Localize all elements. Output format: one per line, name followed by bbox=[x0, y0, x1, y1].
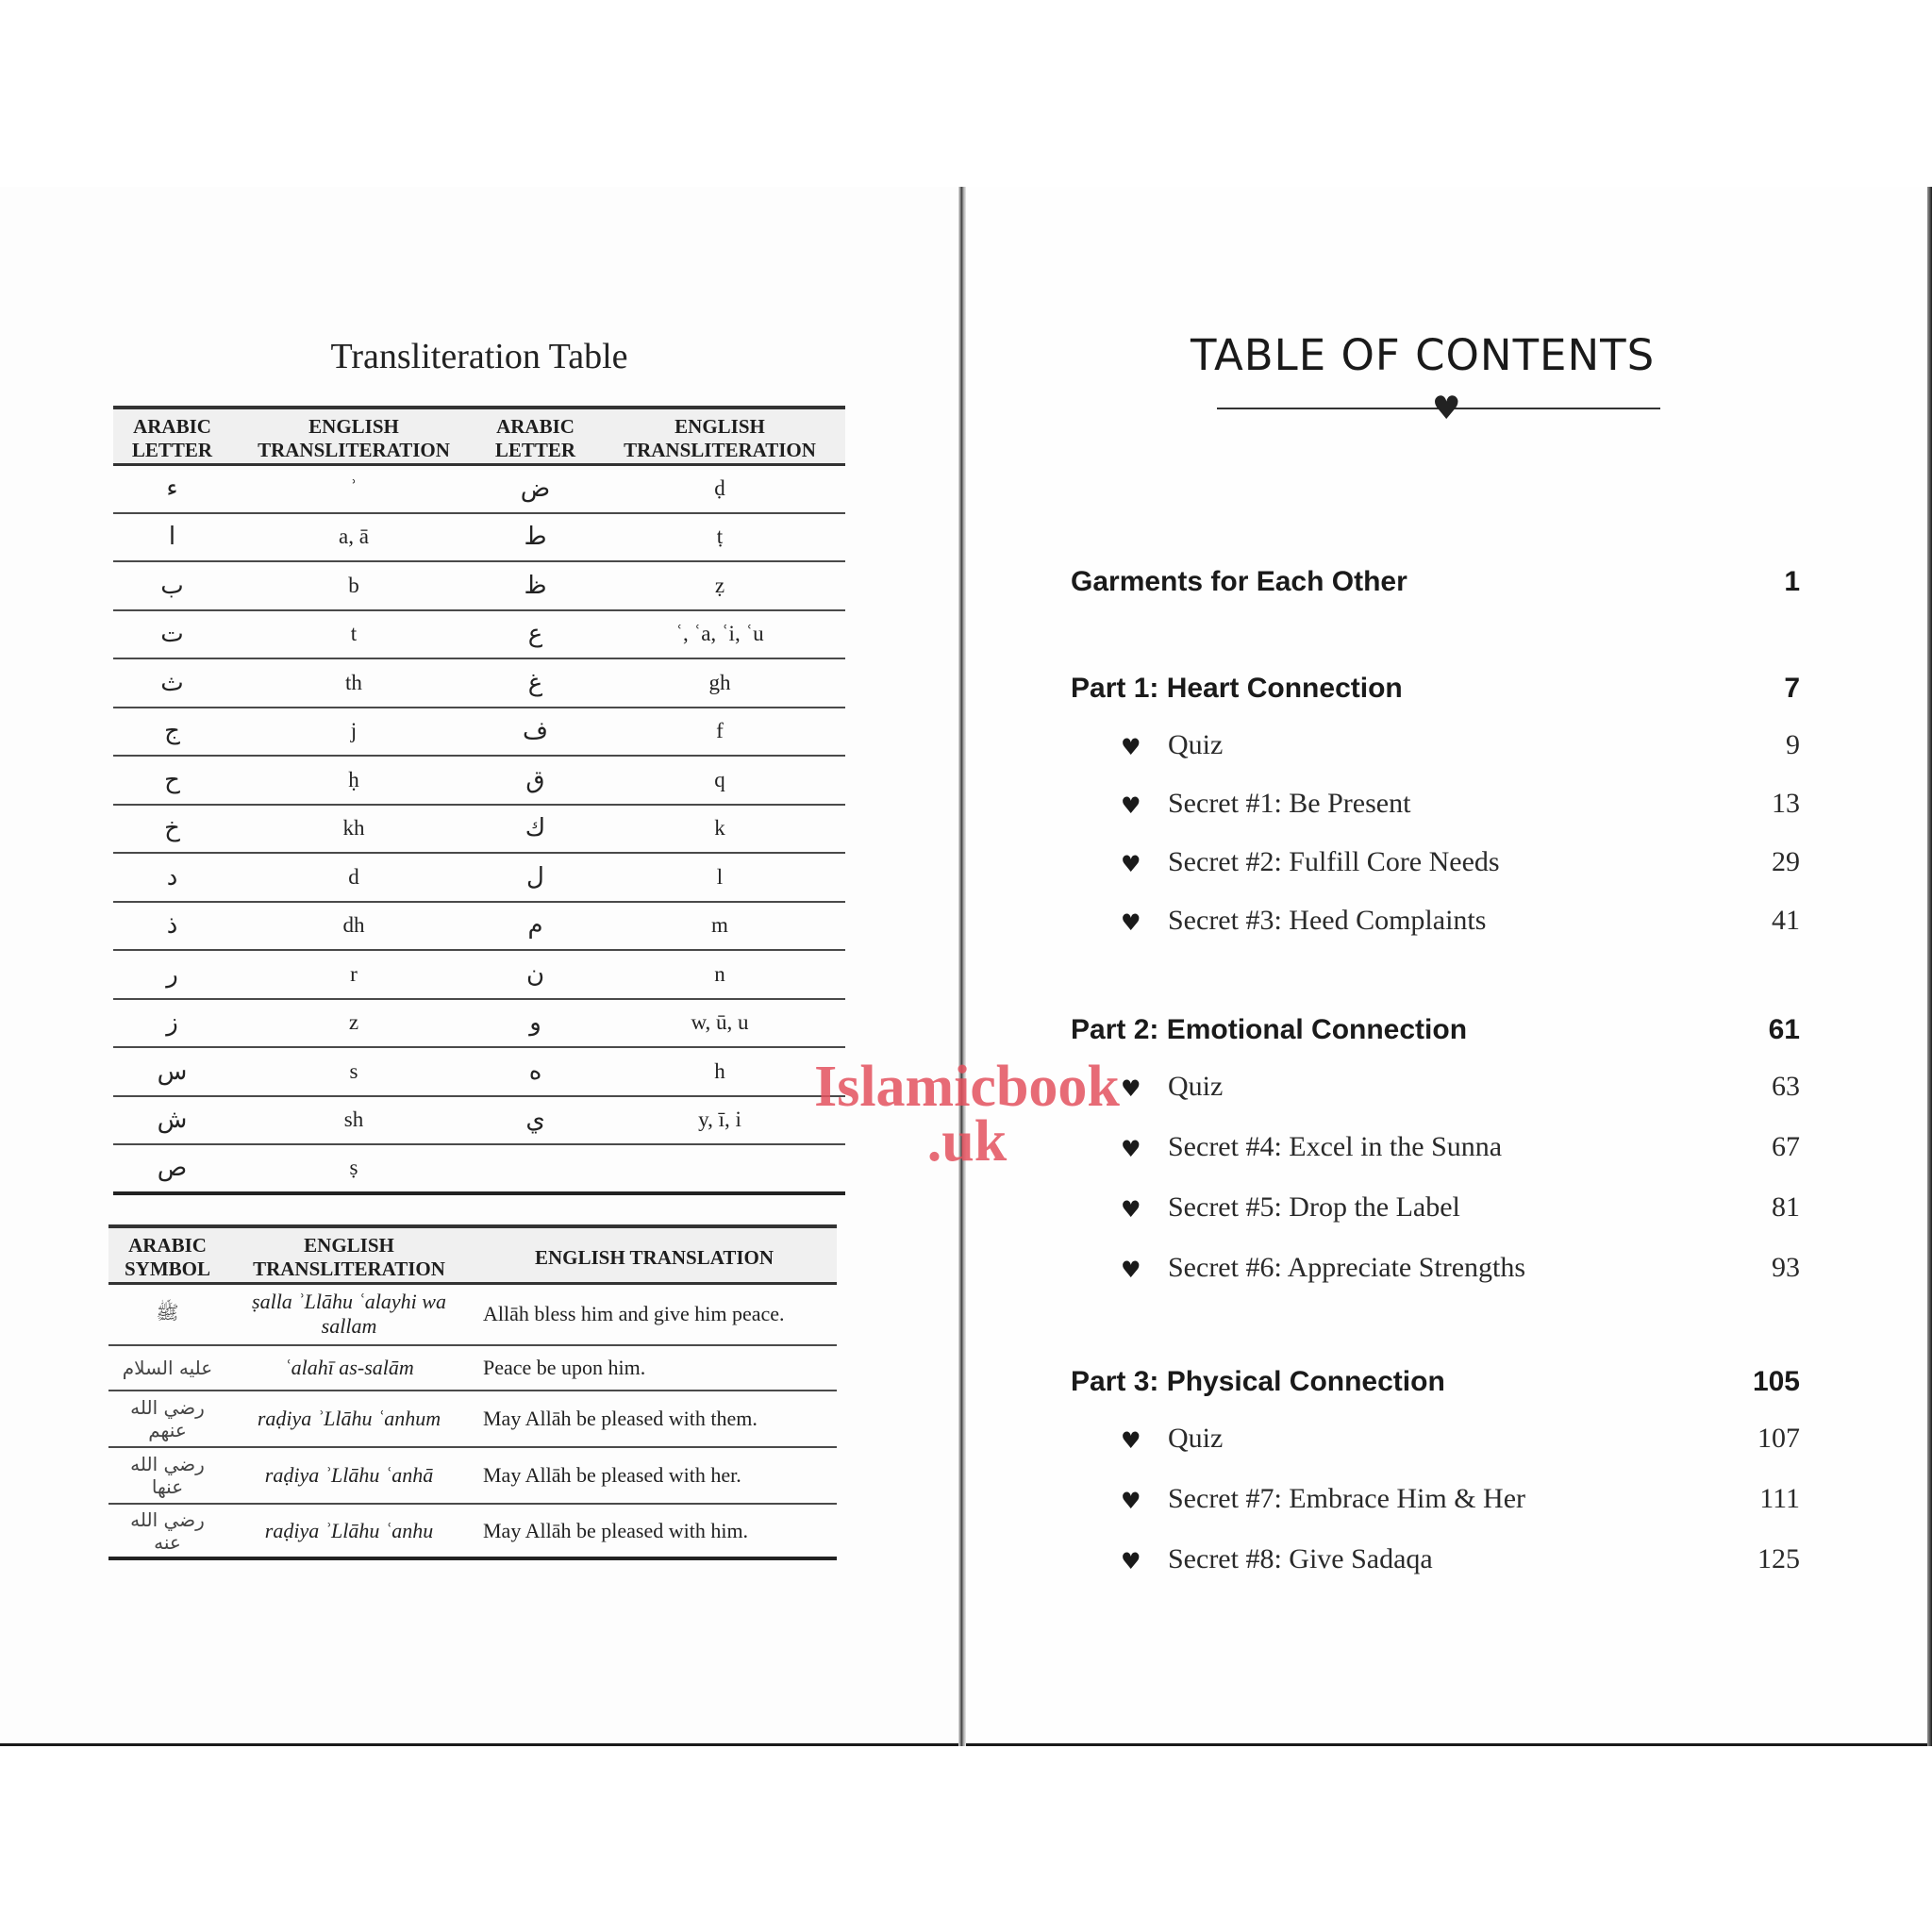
transliteration-value: ʿ, ʿa, ʿi, ʿu bbox=[675, 622, 764, 646]
book-spread bbox=[0, 187, 1932, 1743]
symbol-transliteration: ʿalahī as-salām bbox=[284, 1356, 414, 1379]
table-row bbox=[113, 658, 845, 708]
toc-page-number: 107 bbox=[1757, 1423, 1800, 1454]
toc-entry: Secret #8: Give Sadaqa bbox=[1168, 1543, 1433, 1574]
transliteration-value: m bbox=[711, 913, 728, 938]
transliteration-value: k bbox=[714, 816, 725, 841]
toc-page-number: 81 bbox=[1772, 1191, 1800, 1223]
transliteration-value: ẓ bbox=[714, 573, 725, 597]
transliteration-value: t bbox=[350, 622, 358, 646]
transliteration-value: d bbox=[348, 864, 359, 889]
toc-part-title: Part 1: Heart Connection bbox=[1071, 673, 1403, 704]
column-header: ENGLISH TRANSLATION bbox=[472, 1226, 837, 1283]
toc-entry: Quiz bbox=[1168, 729, 1224, 760]
transliteration-value: ṣ bbox=[349, 1156, 358, 1180]
arabic-letter: ث bbox=[160, 668, 184, 697]
arabic-letter: ك bbox=[525, 814, 546, 843]
transliteration-value: j bbox=[350, 719, 358, 743]
toc-part-title: Part 2: Emotional Connection bbox=[1071, 1014, 1468, 1045]
transliteration-value: ḍ bbox=[714, 476, 725, 500]
arabic-letter: ش bbox=[157, 1106, 188, 1135]
symbol-transliteration: raḍiya ʾLlāhu ʿanhu bbox=[264, 1518, 434, 1542]
watermark-line: Islamicbook bbox=[814, 1055, 1120, 1119]
arabic-letter: ج bbox=[164, 717, 180, 746]
column-header: ENGLISH TRANSLITERATION bbox=[226, 1226, 472, 1283]
toc-entry: Secret #7: Embrace Him & Her bbox=[1168, 1483, 1526, 1514]
heart-bullet-icon: ♥ bbox=[1121, 851, 1141, 877]
transliteration-value: r bbox=[350, 961, 358, 986]
toc-entry: Quiz bbox=[1168, 1423, 1224, 1454]
toc-intro-title: Garments for Each Other bbox=[1071, 566, 1407, 597]
table-row bbox=[113, 1144, 845, 1193]
transliteration-value: w, ū, u bbox=[691, 1010, 749, 1035]
toc-entry: Secret #1: Be Present bbox=[1168, 788, 1411, 819]
heart-bullet-icon: ♥ bbox=[1121, 1196, 1141, 1223]
table-row bbox=[113, 1047, 845, 1096]
arabic-letter: خ bbox=[164, 814, 180, 843]
arabic-symbol: رضي الله عنها bbox=[130, 1453, 205, 1498]
arabic-letter: ن bbox=[525, 959, 545, 989]
heart-bullet-icon: ♥ bbox=[1121, 1488, 1141, 1514]
symbols-table bbox=[108, 1224, 837, 1560]
arabic-letter: ح bbox=[164, 765, 180, 794]
heart-icon: ♥ bbox=[1432, 390, 1461, 427]
arabic-letter: ع bbox=[527, 620, 543, 649]
table-row bbox=[113, 805, 845, 854]
heart-bullet-icon: ♥ bbox=[1121, 1548, 1141, 1574]
transliteration-value: b bbox=[348, 573, 359, 597]
table-row bbox=[108, 1345, 837, 1391]
table-row bbox=[113, 853, 845, 902]
table-row bbox=[113, 950, 845, 999]
heart-bullet-icon: ♥ bbox=[1121, 1257, 1141, 1283]
table-row bbox=[113, 999, 845, 1048]
table-row bbox=[108, 1391, 837, 1447]
table-row bbox=[113, 610, 845, 659]
transliteration-value: dh bbox=[342, 913, 365, 938]
toc-page-number: 9 bbox=[1786, 729, 1800, 760]
transliteration-value: q bbox=[714, 767, 725, 791]
book-gutter bbox=[958, 187, 966, 1746]
toc-page-number: 111 bbox=[1759, 1483, 1800, 1514]
column-header: ENGLISH TRANSLITERATION bbox=[594, 408, 845, 464]
table-row bbox=[113, 561, 845, 610]
arabic-letter: ط bbox=[524, 523, 547, 552]
column-header: ARABIC LETTER bbox=[476, 408, 594, 464]
symbol-transliteration: raḍiya ʾLlāhu ʿanhum bbox=[257, 1407, 441, 1430]
toc-page-number: 7 bbox=[1784, 673, 1800, 704]
symbol-transliteration: raḍiya ʾLlāhu ʿanhā bbox=[264, 1463, 434, 1487]
transliteration-value: l bbox=[716, 864, 724, 889]
arabic-symbol: رضي الله عنهم bbox=[130, 1396, 205, 1441]
arabic-symbol: عليه السلام bbox=[122, 1357, 213, 1379]
transliteration-value: y, ī, i bbox=[698, 1108, 741, 1132]
arabic-letter: س bbox=[157, 1057, 188, 1086]
arabic-letter: ض bbox=[520, 475, 551, 503]
symbol-transliteration: ṣalla ʾLlāhu ʿalayhi wa sallam bbox=[252, 1290, 446, 1339]
toc-page-number: 29 bbox=[1772, 846, 1800, 877]
transliteration-value: gh bbox=[708, 670, 731, 694]
table-row bbox=[113, 756, 845, 805]
arabic-symbol: ﷺ bbox=[156, 1300, 179, 1324]
column-header: ENGLISH TRANSLITERATION bbox=[231, 408, 476, 464]
heart-bullet-icon: ♥ bbox=[1121, 792, 1141, 819]
toc-entry: Secret #2: Fulfill Core Needs bbox=[1168, 846, 1500, 877]
transliteration-value: n bbox=[714, 961, 725, 986]
arabic-letter: ت bbox=[160, 620, 184, 649]
toc-title: TABLE OF CONTENTS bbox=[1191, 330, 1656, 380]
toc-entry: Secret #5: Drop the Label bbox=[1168, 1191, 1460, 1223]
toc-entry: Secret #6: Appreciate Strengths bbox=[1168, 1252, 1526, 1283]
heart-bullet-icon: ♥ bbox=[1121, 1427, 1141, 1454]
column-header: ARABIC SYMBOL bbox=[108, 1226, 226, 1283]
toc-entry: Secret #4: Excel in the Sunna bbox=[1168, 1131, 1503, 1162]
toc-page-number: 105 bbox=[1752, 1366, 1800, 1397]
transliteration-value: kh bbox=[342, 816, 365, 841]
transliteration-value: ḥ bbox=[348, 767, 359, 791]
toc-page-number: 1 bbox=[1784, 566, 1800, 597]
toc-page-number: 67 bbox=[1772, 1131, 1800, 1162]
table-row bbox=[113, 902, 845, 951]
arabic-letter: ء bbox=[166, 475, 178, 503]
arabic-letter: ذ bbox=[166, 911, 178, 941]
heart-bullet-icon: ♥ bbox=[1121, 1136, 1141, 1162]
symbol-translation: Allāh bless him and give him peace. bbox=[483, 1302, 785, 1326]
arabic-letter: ل bbox=[526, 862, 544, 891]
symbol-translation: Peace be upon him. bbox=[483, 1356, 646, 1379]
symbol-translation: May Allāh be pleased with him. bbox=[483, 1518, 749, 1542]
transliteration-value: th bbox=[345, 670, 362, 694]
arabic-letter: ي bbox=[525, 1106, 545, 1135]
transliteration-title: Transliteration Table bbox=[330, 337, 628, 376]
toc-page-number: 13 bbox=[1772, 788, 1800, 819]
arabic-letter: ظ bbox=[524, 571, 547, 600]
arabic-letter: ف bbox=[523, 717, 548, 746]
arabic-letter: م bbox=[527, 911, 543, 941]
transliteration-value: h bbox=[714, 1058, 725, 1083]
toc-page-number: 41 bbox=[1772, 905, 1800, 936]
arabic-letter: د bbox=[166, 862, 178, 891]
table-row bbox=[113, 464, 845, 513]
transliteration-value: sh bbox=[343, 1108, 364, 1132]
table-row bbox=[113, 708, 845, 757]
arabic-letter: ا bbox=[168, 523, 176, 552]
arabic-letter: ص bbox=[157, 1154, 188, 1183]
arabic-letter: ق bbox=[525, 765, 545, 794]
transliteration-value: f bbox=[716, 719, 724, 743]
arabic-letter: ه bbox=[528, 1057, 542, 1086]
toc-page-number: 63 bbox=[1772, 1071, 1800, 1102]
heart-bullet-icon: ♥ bbox=[1121, 909, 1141, 936]
toc-part-title: Part 3: Physical Connection bbox=[1071, 1366, 1445, 1397]
arabic-symbol: رضي الله عنه bbox=[130, 1507, 205, 1554]
table-header-row bbox=[113, 408, 845, 464]
table-row bbox=[113, 513, 845, 562]
toc-entry: Secret #3: Heed Complaints bbox=[1168, 905, 1487, 936]
symbol-translation: May Allāh be pleased with them. bbox=[483, 1407, 758, 1430]
symbol-translation: May Allāh be pleased with her. bbox=[483, 1463, 741, 1487]
page-edge bbox=[1927, 187, 1932, 1746]
arabic-letter: ر bbox=[166, 959, 178, 989]
toc-page-number: 61 bbox=[1768, 1014, 1800, 1045]
table-row bbox=[108, 1447, 837, 1504]
arabic-letter bbox=[476, 1144, 594, 1193]
heart-bullet-icon: ♥ bbox=[1121, 1075, 1141, 1102]
arabic-letter: غ bbox=[527, 668, 543, 697]
arabic-letter: و bbox=[529, 1008, 541, 1038]
arabic-letter: ب bbox=[160, 571, 184, 600]
watermark-line: .uk bbox=[926, 1109, 1008, 1174]
arabic-letter: ز bbox=[166, 1008, 178, 1038]
watermark bbox=[797, 1055, 1137, 1174]
transliteration-value: z bbox=[348, 1010, 359, 1035]
transliteration-value: ʾ bbox=[350, 476, 358, 500]
toc-entry: Quiz bbox=[1168, 1071, 1224, 1102]
heart-bullet-icon: ♥ bbox=[1121, 734, 1141, 760]
toc-page-number: 93 bbox=[1772, 1252, 1800, 1283]
transliteration-value: a, ā bbox=[339, 525, 369, 549]
column-header: ARABIC LETTER bbox=[113, 408, 231, 464]
table-row bbox=[108, 1504, 837, 1558]
transliteration-value: s bbox=[349, 1058, 358, 1083]
table-row bbox=[113, 1096, 845, 1145]
transliteration-value: ṭ bbox=[716, 525, 724, 549]
table-row bbox=[108, 1283, 837, 1345]
transliteration-table bbox=[113, 406, 845, 1195]
table-header-row bbox=[108, 1226, 837, 1283]
toc-page-number: 125 bbox=[1757, 1543, 1800, 1574]
